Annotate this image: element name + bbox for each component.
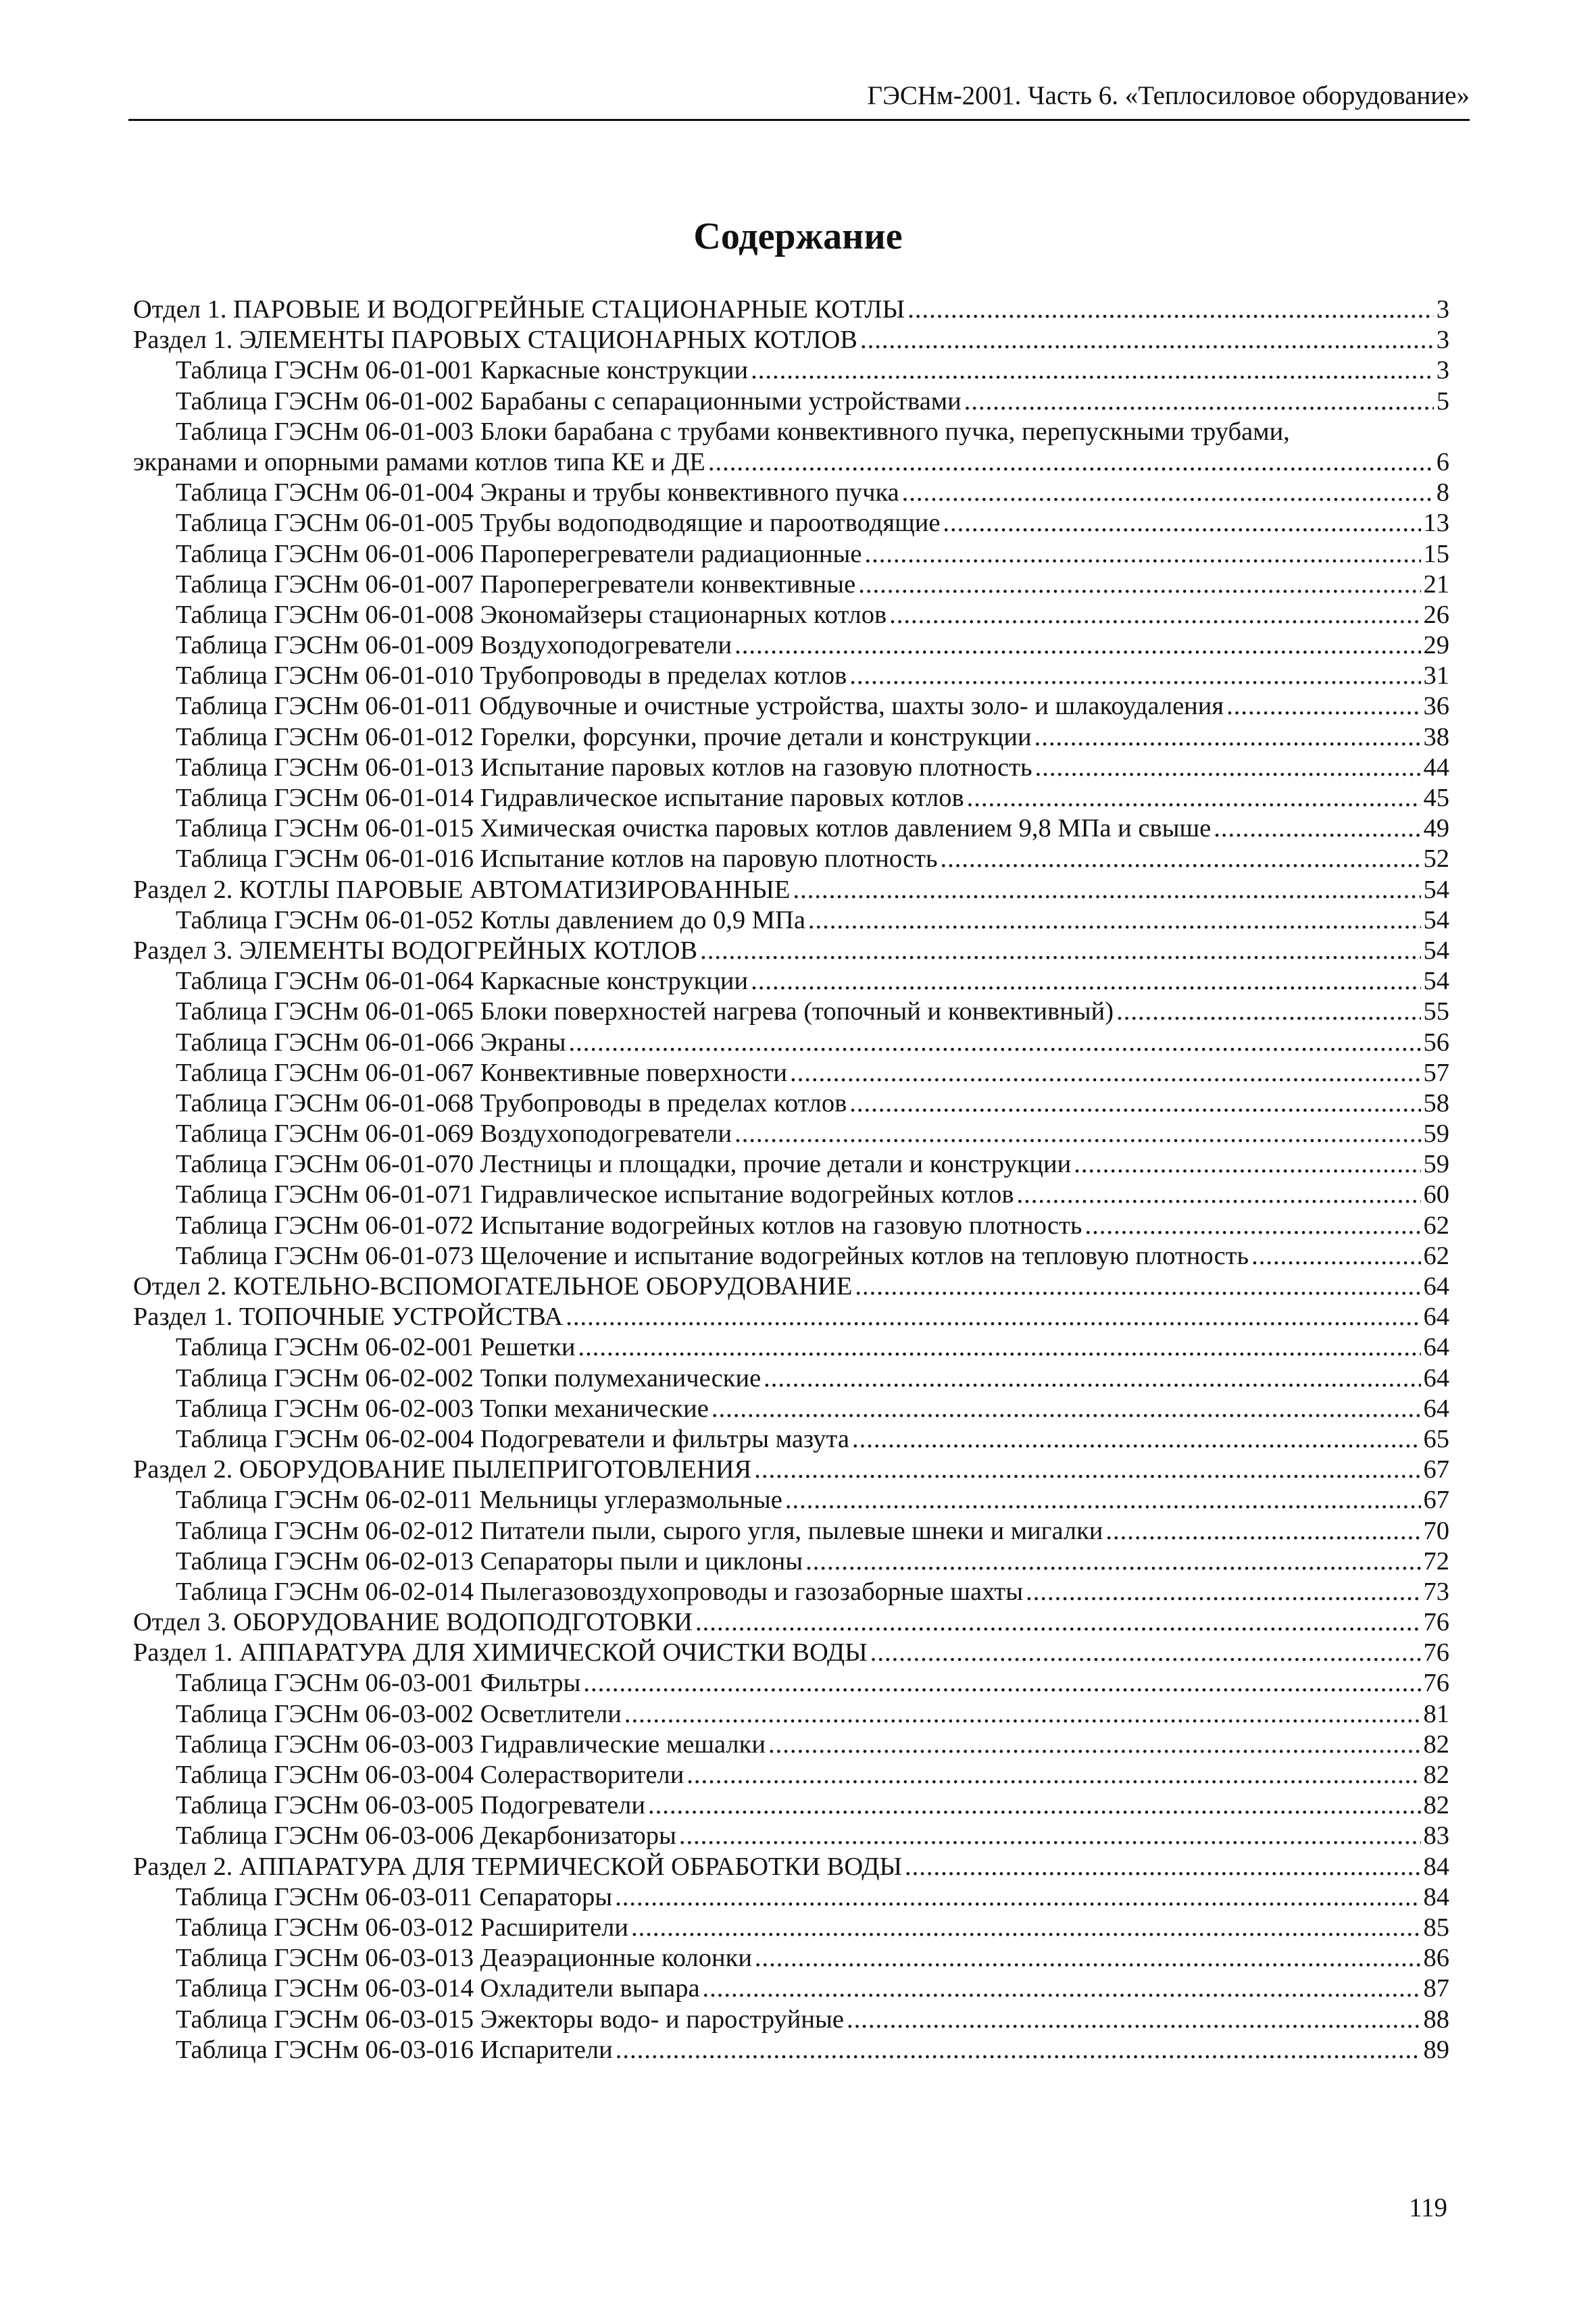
toc-entry-text: Таблица ГЭСНм 06-01-016 Испытание котлов на паровую плотность: [176, 845, 938, 874]
toc-entry-page: 38: [1423, 722, 1449, 751]
leader-dots: [847, 2005, 1421, 2035]
leader-dots: [1084, 1211, 1420, 1241]
toc-entry[interactable]: [133, 570, 1449, 600]
toc-entry[interactable]: [133, 1119, 1449, 1149]
toc-entry-text: Раздел 2. КОТЛЫ ПАРОВЫЕ АВТОМАТИЗИРОВАННЫЕ: [133, 875, 791, 904]
toc-entry-text: Отдел 1. ПАРОВЫЕ И ВОДОГРЕЙНЫЕ СТАЦИОНАРНЫЕ КОТЛЫ: [133, 295, 905, 324]
leader-dots: [785, 1485, 1421, 1515]
leader-dots: [1035, 753, 1421, 783]
toc-entry-page: 87: [1423, 1974, 1449, 2003]
toc-entry[interactable]: [133, 1180, 1449, 1210]
toc-entry[interactable]: [133, 1272, 1449, 1302]
toc-entry[interactable]: [133, 600, 1449, 630]
toc-entry-text: Таблица ГЭСНм 06-01-001 Каркасные конструкции: [176, 356, 749, 385]
toc-entry-page: 84: [1423, 1852, 1449, 1881]
leader-dots: [858, 570, 1420, 600]
toc-entry-text: Таблица ГЭСНм 06-01-064 Каркасные конструкции: [176, 967, 749, 996]
toc-entry[interactable]: [133, 1760, 1449, 1790]
leader-dots: [902, 478, 1434, 508]
toc-entry-text: Раздел 2. ОБОРУДОВАНИЕ ПЫЛЕПРИГОТОВЛЕНИЯ: [133, 1455, 752, 1484]
toc-entry-text: Таблица ГЭСНм 06-03-016 Испарители: [176, 2035, 613, 2064]
leader-dots: [687, 1760, 1420, 1790]
leader-dots: [1116, 997, 1420, 1027]
toc-entry[interactable]: [133, 539, 1449, 570]
toc-entry-text: Таблица ГЭСНм 06-03-001 Фильтры: [176, 1669, 581, 1698]
toc-entry-page: 84: [1423, 1882, 1449, 1911]
toc-entry-page: 89: [1423, 2035, 1449, 2064]
toc-entry-page: 6: [1436, 447, 1449, 476]
leader-dots: [695, 1607, 1421, 1638]
toc-entry[interactable]: [133, 966, 1449, 997]
leader-dots: [941, 844, 1421, 874]
toc-entry[interactable]: [133, 1058, 1449, 1088]
toc-entry-text: Таблица ГЭСНм 06-01-004 Экраны и трубы конвективного пучка: [176, 478, 899, 507]
toc-entry-page: 55: [1423, 997, 1449, 1026]
toc-entry-page: 82: [1423, 1730, 1449, 1759]
toc-entry-text: Таблица ГЭСНм 06-01-068 Трубопроводы в пределах котлов: [176, 1088, 847, 1117]
toc-entry[interactable]: [133, 936, 1449, 966]
toc-entry-page: 67: [1423, 1486, 1449, 1515]
leader-dots: [751, 966, 1420, 997]
toc-entry[interactable]: [133, 1699, 1449, 1730]
toc-entry-page: 54: [1423, 967, 1449, 996]
leader-dots: [849, 1088, 1420, 1119]
leader-dots: [1034, 722, 1421, 753]
toc-entry-page: 88: [1423, 2005, 1449, 2034]
toc-entry-page: 67: [1423, 1455, 1449, 1484]
toc-entry-page: 54: [1423, 905, 1449, 934]
leader-dots: [755, 1943, 1421, 1973]
toc-entry-page: 85: [1423, 1913, 1449, 1942]
toc-entry-text: Таблица ГЭСНм 06-03-015 Эжекторы водо- и пароструйные: [176, 2005, 844, 2034]
toc-entry-page: 64: [1423, 1303, 1449, 1332]
toc-entry[interactable]: [133, 1088, 1449, 1119]
toc-entry-text: Таблица ГЭСНм 06-01-006 Пароперегреватели радиационные: [176, 539, 862, 568]
toc-entry-page: 64: [1423, 1363, 1449, 1392]
leader-dots: [907, 295, 1434, 325]
toc-entry[interactable]: [133, 1424, 1449, 1455]
toc-entry-page: 57: [1423, 1058, 1449, 1087]
toc-entry[interactable]: [133, 1882, 1449, 1913]
toc-entry[interactable]: [133, 1546, 1449, 1577]
leader-dots: [1026, 1577, 1420, 1607]
toc-entry-text: Таблица ГЭСНм 06-01-070 Лестницы и площадки, прочие детали и конструкции: [176, 1150, 1072, 1179]
leader-dots: [631, 1913, 1421, 1943]
toc-entry[interactable]: [133, 325, 1449, 355]
toc-entry[interactable]: [133, 1302, 1449, 1332]
toc-entry-page: 36: [1423, 692, 1449, 721]
leader-dots: [1226, 691, 1420, 722]
toc-entry-text: Таблица ГЭСНм 06-01-007 Пароперегреватели конвективные: [176, 570, 856, 599]
leader-dots: [712, 1394, 1421, 1424]
toc-entry[interactable]: [133, 2005, 1449, 2035]
toc-entry-text: Отдел 3. ОБОРУДОВАНИЕ ВОДОПОДГОТОВКИ: [133, 1608, 693, 1637]
leader-dots: [967, 783, 1421, 813]
toc-entry[interactable]: [133, 1913, 1449, 1943]
toc-entry[interactable]: [133, 1332, 1449, 1363]
leader-dots: [764, 1363, 1420, 1394]
toc-entry-page: 86: [1423, 1944, 1449, 1973]
toc-entry[interactable]: [133, 1455, 1449, 1485]
toc-entry-text: Таблица ГЭСНм 06-01-014 Гидравлическое испытание паровых котлов: [176, 784, 964, 812]
toc-entry[interactable]: [133, 1241, 1449, 1272]
leader-dots: [624, 1699, 1421, 1730]
toc-entry[interactable]: [133, 1577, 1449, 1607]
toc-entry-page: 56: [1423, 1028, 1449, 1057]
toc-entry-page: 59: [1423, 1120, 1449, 1149]
toc-entry-text: Таблица ГЭСНм 06-01-069 Воздухоподогреватели: [176, 1120, 732, 1149]
leader-dots: [569, 1028, 1421, 1058]
leader-dots: [768, 1730, 1421, 1760]
toc-entry-text: Таблица ГЭСНм 06-02-011 Мельницы углеразмольные: [176, 1486, 782, 1515]
leader-dots: [616, 2035, 1421, 2065]
toc-entry[interactable]: [133, 2035, 1449, 2065]
leader-dots: [905, 1852, 1420, 1882]
toc-entry-page: 72: [1423, 1546, 1449, 1576]
toc-entry-text: Таблица ГЭСНм 06-02-012 Питатели пыли, сырого угля, пылевые шнеки и мигалки: [176, 1516, 1103, 1545]
toc-entry-page: 70: [1423, 1516, 1449, 1545]
toc-entry[interactable]: [133, 1821, 1449, 1851]
toc-entry[interactable]: [133, 1485, 1449, 1515]
toc-entry-page: 45: [1423, 784, 1449, 812]
toc-entry-page: 76: [1423, 1669, 1449, 1698]
table-of-contents: [133, 295, 1449, 2065]
toc-entry[interactable]: [133, 722, 1449, 753]
toc-entry-text: Таблица ГЭСНм 06-01-011 Обдувочные и очистные устройства, шахты золо- и шлакоудаления: [176, 692, 1224, 721]
leader-dots: [578, 1332, 1420, 1363]
leader-dots: [583, 1668, 1420, 1699]
toc-entry-page: 54: [1423, 875, 1449, 904]
toc-entry[interactable]: [133, 1363, 1449, 1394]
leader-dots: [790, 1058, 1421, 1088]
toc-entry-text: Таблица ГЭСНм 06-02-014 Пылегазовоздухопроводы и газозаборные шахты: [176, 1577, 1024, 1606]
toc-entry-text: Раздел 3. ЭЛЕМЕНТЫ ВОДОГРЕЙНЫХ КОТЛОВ: [133, 936, 698, 965]
toc-entry-page: 8: [1436, 478, 1449, 507]
toc-entry[interactable]: [133, 813, 1449, 844]
toc-entry-page: 60: [1423, 1180, 1449, 1209]
toc-entry-page: 62: [1423, 1211, 1449, 1240]
toc-entry-page: 5: [1436, 386, 1449, 416]
toc-entry[interactable]: [133, 295, 1449, 325]
toc-entry-page: 52: [1423, 845, 1449, 874]
toc-entry[interactable]: [133, 1730, 1449, 1760]
toc-entry-page: 83: [1423, 1821, 1449, 1851]
toc-entry-text: Таблица ГЭСНм 06-01-012 Горелки, форсунки, прочие детали и конструкции: [176, 722, 1032, 751]
toc-entry[interactable]: [133, 1638, 1449, 1668]
toc-entry[interactable]: [133, 386, 1449, 417]
toc-entry[interactable]: [133, 661, 1449, 691]
toc-entry-text: Таблица ГЭСНм 06-01-003 Блоки барабана с трубами конвективного пучка, перепускными трубами,: [176, 417, 1290, 446]
toc-entry-text: Таблица ГЭСНм 06-02-002 Топки полумеханические: [176, 1363, 762, 1392]
toc-entry[interactable]: [133, 753, 1449, 783]
toc-entry-page: 3: [1436, 326, 1449, 355]
toc-entry-page: 3: [1436, 356, 1449, 385]
toc-entry-text: Таблица ГЭСНм 06-03-003 Гидравлические мешалки: [176, 1730, 766, 1759]
toc-entry-text: Раздел 1. ТОПОЧНЫЕ УСТРОЙСТВА: [133, 1303, 564, 1332]
toc-entry-text: Таблица ГЭСНм 06-02-001 Решетки: [176, 1333, 576, 1362]
toc-entry-text: Таблица ГЭСНм 06-01-071 Гидравлическое испытание водогрейных котлов: [176, 1180, 1014, 1209]
toc-entry-text: Таблица ГЭСНм 06-03-013 Деаэрационные колонки: [176, 1944, 752, 1973]
toc-entry-page: 76: [1423, 1638, 1449, 1667]
toc-entry-page: 76: [1423, 1608, 1449, 1637]
toc-entry-text: Таблица ГЭСНм 06-03-006 Декарбонизаторы: [176, 1821, 676, 1851]
toc-entry[interactable]: [133, 1028, 1449, 1058]
leader-dots: [734, 1119, 1420, 1149]
leader-dots: [964, 386, 1434, 417]
toc-entry[interactable]: [133, 508, 1449, 538]
leader-dots: [855, 1272, 1420, 1302]
toc-entry-page: 81: [1423, 1699, 1449, 1728]
leader-dots: [808, 905, 1421, 936]
leader-dots: [751, 355, 1434, 386]
toc-entry[interactable]: [133, 1394, 1449, 1424]
toc-entry-page: 82: [1423, 1791, 1449, 1820]
toc-entry-text: Раздел 2. АППАРАТУРА ДЛЯ ТЕРМИЧЕСКОЙ ОБРАБОТКИ ВОДЫ: [133, 1852, 903, 1881]
leader-dots: [703, 1973, 1421, 2004]
toc-entry-text: Таблица ГЭСНм 06-02-004 Подогреватели и фильтры мазута: [176, 1424, 849, 1453]
toc-entry-text: Таблица ГЭСНм 06-03-004 Солерастворители: [176, 1761, 684, 1789]
toc-entry-page: 31: [1423, 661, 1449, 690]
leader-dots: [860, 325, 1434, 355]
toc-entry[interactable]: [133, 691, 1449, 722]
toc-entry[interactable]: [133, 844, 1449, 874]
toc-entry[interactable]: [133, 905, 1449, 936]
running-head: ГЭСНм-2001. Часть 6. «Теплосиловое оборудование»: [867, 81, 1470, 110]
toc-entry[interactable]: [133, 478, 1449, 508]
toc-entry-page: 73: [1423, 1577, 1449, 1606]
leader-dots: [708, 447, 1434, 478]
toc-entry[interactable]: [133, 1668, 1449, 1699]
toc-entry[interactable]: [133, 875, 1449, 905]
leader-dots: [1251, 1241, 1420, 1272]
toc-entry-text: Таблица ГЭСНм 06-01-065 Блоки поверхностей нагрева (топочный и конвективный): [176, 997, 1114, 1026]
leader-dots: [1214, 813, 1420, 844]
toc-entry[interactable]: [133, 355, 1449, 386]
leader-dots: [805, 1546, 1420, 1577]
leader-dots: [754, 1455, 1420, 1485]
toc-entry-page: 29: [1423, 631, 1449, 660]
toc-entry-page: 82: [1423, 1761, 1449, 1789]
toc-entry[interactable]: [133, 1211, 1449, 1241]
toc-entry[interactable]: [133, 1149, 1449, 1180]
toc-entry[interactable]: [133, 417, 1449, 447]
toc-entry-text: Таблица ГЭСНм 06-03-012 Расширители: [176, 1913, 628, 1942]
toc-entry-page: 64: [1423, 1333, 1449, 1362]
leader-dots: [1074, 1149, 1420, 1180]
toc-entry-page: 62: [1423, 1241, 1449, 1270]
toc-entry-text: экранами и опорными рамами котлов типа КЕ и ДЕ: [133, 447, 705, 476]
toc-entry-text: Таблица ГЭСНм 06-01-072 Испытание водогрейных котлов на газовую плотность: [176, 1211, 1082, 1240]
toc-entry-page: 49: [1423, 814, 1449, 843]
toc-entry-text: Таблица ГЭСНм 06-01-066 Экраны: [176, 1028, 566, 1057]
toc-entry[interactable]: [133, 1790, 1449, 1821]
toc-entry-text: Раздел 1. АППАРАТУРА ДЛЯ ХИМИЧЕСКОЙ ОЧИСТКИ ВОДЫ: [133, 1638, 868, 1667]
toc-entry-text: Таблица ГЭСНм 06-01-005 Трубы водоподводящие и пароотводящие: [176, 509, 941, 538]
leader-dots: [700, 936, 1420, 966]
toc-entry-text: Таблица ГЭСНм 06-01-073 Щелочение и испытание водогрейных котлов на тепловую плотность: [176, 1241, 1249, 1270]
toc-entry-text: Таблица ГЭСНм 06-03-011 Сепараторы: [176, 1882, 613, 1911]
toc-entry-text: Таблица ГЭСНм 06-01-009 Воздухоподогреватели: [176, 631, 732, 660]
toc-entry-page: 64: [1423, 1394, 1449, 1423]
page-title: Содержание: [693, 216, 903, 257]
toc-entry-text: Таблица ГЭСНм 06-01-015 Химическая очистка паровых котлов давлением 9,8 МПа и свыше: [176, 814, 1212, 843]
leader-dots: [943, 508, 1420, 538]
leader-dots: [849, 661, 1420, 691]
toc-entry[interactable]: [133, 447, 1449, 478]
toc-entry-page: 59: [1423, 1150, 1449, 1179]
leader-dots: [1105, 1516, 1420, 1546]
toc-entry-text: Таблица ГЭСНм 06-03-005 Подогреватели: [176, 1791, 645, 1820]
toc-entry-text: Таблица ГЭСНм 06-02-013 Сепараторы пыли и циклоны: [176, 1546, 803, 1576]
toc-entry[interactable]: [133, 1607, 1449, 1638]
toc-entry-page: 15: [1423, 539, 1449, 568]
leader-dots: [870, 1638, 1421, 1668]
leader-dots: [852, 1424, 1421, 1455]
leader-dots: [648, 1790, 1421, 1821]
toc-entry-page: 21: [1423, 570, 1449, 599]
toc-entry-text: Раздел 1. ЭЛЕМЕНТЫ ПАРОВЫХ СТАЦИОНАРНЫХ КОТЛОВ: [133, 326, 857, 355]
leader-dots: [679, 1821, 1421, 1851]
toc-entry-page: 65: [1423, 1424, 1449, 1453]
leader-dots: [1017, 1180, 1421, 1210]
toc-entry-page: 44: [1423, 753, 1449, 782]
toc-entry[interactable]: [133, 1943, 1449, 1973]
toc-entry[interactable]: [133, 997, 1449, 1027]
leader-dots: [793, 875, 1420, 905]
leader-dots: [864, 539, 1420, 570]
toc-entry-text: Таблица ГЭСНм 06-03-014 Охладители выпара: [176, 1974, 700, 2003]
toc-entry-text: Таблица ГЭСНм 06-01-010 Трубопроводы в пределах котлов: [176, 661, 847, 690]
toc-entry-page: 54: [1423, 936, 1449, 965]
toc-entry-page: 26: [1423, 600, 1449, 629]
toc-entry-page: 64: [1423, 1272, 1449, 1301]
toc-entry[interactable]: [133, 1516, 1449, 1546]
toc-entry-text: Отдел 2. КОТЕЛЬНО-ВСПОМОГАТЕЛЬНОЕ ОБОРУДОВАНИЕ: [133, 1272, 853, 1301]
toc-entry-text: Таблица ГЭСНм 06-01-067 Конвективные поверхности: [176, 1058, 787, 1087]
toc-entry[interactable]: [133, 1973, 1449, 2004]
toc-entry-page: 58: [1423, 1088, 1449, 1117]
leader-dots: [615, 1882, 1420, 1913]
toc-entry[interactable]: [133, 630, 1449, 661]
leader-dots: [734, 630, 1420, 661]
toc-entry[interactable]: [133, 783, 1449, 813]
toc-entry-text: Таблица ГЭСНм 06-01-013 Испытание паровых котлов на газовую плотность: [176, 753, 1032, 782]
toc-entry-text: Таблица ГЭСНм 06-02-003 Топки механические: [176, 1394, 709, 1423]
toc-entry-text: Таблица ГЭСНм 06-01-052 Котлы давлением до 0,9 МПа: [176, 905, 805, 934]
header-rule: [128, 119, 1470, 121]
toc-entry-page: 13: [1423, 509, 1449, 538]
toc-entry-page: 3: [1436, 295, 1449, 324]
toc-entry-text: Таблица ГЭСНм 06-03-002 Осветлители: [176, 1699, 622, 1728]
leader-dots: [566, 1302, 1420, 1332]
toc-entry[interactable]: [133, 1852, 1449, 1882]
page-number: 119: [1409, 2193, 1448, 2222]
toc-entry-text: Таблица ГЭСНм 06-01-008 Экономайзеры стационарных котлов: [176, 600, 887, 629]
leader-dots: [889, 600, 1420, 630]
toc-entry-text: Таблица ГЭСНм 06-01-002 Барабаны с сепарационными устройствами: [176, 386, 962, 416]
